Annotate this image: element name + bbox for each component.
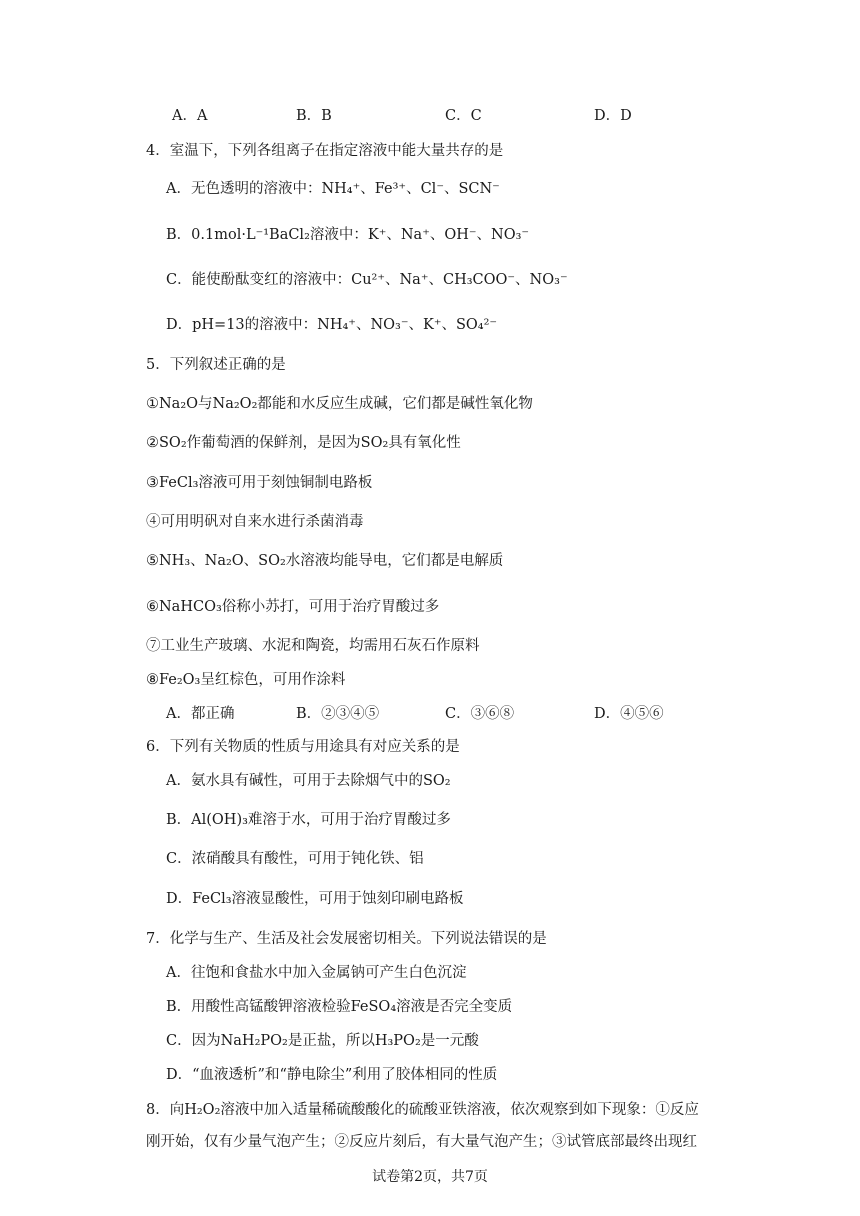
q5-item-4: ④可用明矾对自来水进行杀菌消毒 bbox=[146, 514, 364, 530]
q7-option-a: A．往饱和食盐水中加入金属钠可产生白色沉淀 bbox=[166, 965, 467, 981]
q7-option-d: D．“血液透析”和“静电除尘”利用了胶体相同的性质 bbox=[166, 1067, 498, 1083]
q7-stem: 7．化学与生产、生活及社会发展密切相关。下列说法错误的是 bbox=[146, 931, 547, 947]
q3-option-b: B．B bbox=[296, 108, 332, 124]
q5-item-8: ⑧Fe₂O₃呈红棕色，可用作涂料 bbox=[146, 672, 346, 688]
q8-line-1: 8．向H₂O₂溶液中加入适量稀硫酸酸化的硫酸亚铁溶液，依次观察到如下现象：①反应 bbox=[146, 1102, 699, 1118]
q5-option-c: C．③⑥⑧ bbox=[445, 706, 515, 722]
q4-option-a: A．无色透明的溶液中：NH₄⁺、Fe³⁺、Cl⁻、SCN⁻ bbox=[166, 181, 500, 197]
q3-option-a: A．A bbox=[172, 108, 208, 124]
q5-option-a: A．都正确 bbox=[166, 706, 235, 722]
q3-option-c: C．C bbox=[445, 108, 482, 124]
q6-option-c: C．浓硝酸具有酸性，可用于钝化铁、铝 bbox=[166, 851, 424, 867]
q6-stem: 6．下列有关物质的性质与用途具有对应关系的是 bbox=[146, 739, 460, 755]
q5-option-d: D．④⑤⑥ bbox=[594, 706, 664, 722]
q5-item-7: ⑦工业生产玻璃、水泥和陶瓷，均需用石灰石作原料 bbox=[146, 638, 480, 654]
q5-item-2: ②SO₂作葡萄酒的保鲜剂，是因为SO₂具有氧化性 bbox=[146, 435, 461, 451]
q6-option-d: D．FeCl₃溶液显酸性，可用于蚀刻印刷电路板 bbox=[166, 891, 464, 907]
q4-option-c: C．能使酚酞变红的溶液中：Cu²⁺、Na⁺、CH₃COO⁻、NO₃⁻ bbox=[166, 272, 568, 288]
q4-stem: 4．室温下，下列各组离子在指定溶液中能大量共存的是 bbox=[146, 143, 504, 159]
q5-item-6: ⑥NaHCO₃俗称小苏打，可用于治疗胃酸过多 bbox=[146, 599, 440, 615]
q4-option-d: D．pH=13的溶液中：NH₄⁺、NO₃⁻、K⁺、SO₄²⁻ bbox=[166, 317, 498, 333]
q7-option-b: B．用酸性高锰酸钾溶液检验FeSO₄溶液是否完全变质 bbox=[166, 999, 513, 1015]
q5-stem: 5．下列叙述正确的是 bbox=[146, 357, 286, 373]
q8-line-2: 刚开始，仅有少量气泡产生；②反应片刻后，有大量气泡产生；③试管底部最终出现红 bbox=[146, 1134, 697, 1150]
q6-option-a: A．氨水具有碱性，可用于去除烟气中的SO₂ bbox=[166, 773, 451, 789]
q5-item-3: ③FeCl₃溶液可用于刻蚀铜制电路板 bbox=[146, 475, 373, 491]
q5-item-1: ①Na₂O与Na₂O₂都能和水反应生成碱，它们都是碱性氧化物 bbox=[146, 396, 533, 412]
q5-item-5: ⑤NH₃、Na₂O、SO₂水溶液均能导电，它们都是电解质 bbox=[146, 553, 504, 569]
page-footer: 试卷第2页，共7页 bbox=[372, 1169, 488, 1185]
q3-option-d: D．D bbox=[594, 108, 632, 124]
q4-option-b: B．0.1mol·L⁻¹BaCl₂溶液中：K⁺、Na⁺、OH⁻、NO₃⁻ bbox=[166, 227, 530, 243]
q6-option-b: B．Al(OH)₃难溶于水，可用于治疗胃酸过多 bbox=[166, 812, 451, 828]
q7-option-c: C．因为NaH₂PO₂是正盐，所以H₃PO₂是一元酸 bbox=[166, 1033, 479, 1049]
q5-option-b: B．②③④⑤ bbox=[296, 706, 380, 722]
